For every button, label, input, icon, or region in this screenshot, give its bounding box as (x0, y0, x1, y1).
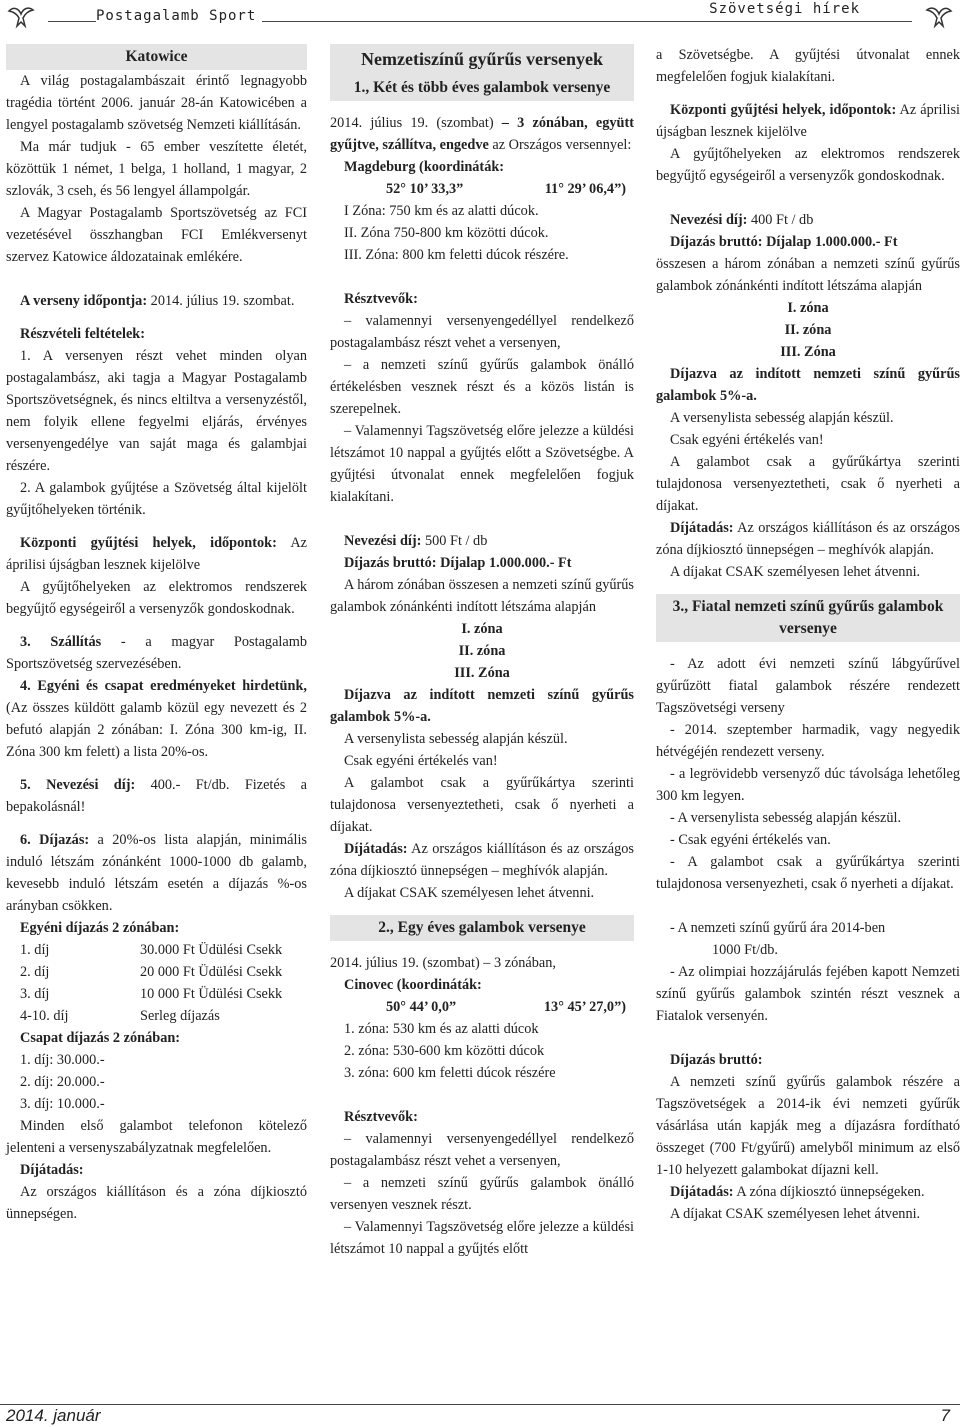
prize-zone-3-2: III. Zóna (780, 344, 836, 360)
zone-3: III. Zóna: 800 km feletti dúcok részére. (344, 247, 569, 263)
collection-points-2: Központi gyűjtési helyek, időpontok: Az áprilisi újságban lesznek kijelölve (656, 102, 960, 140)
cinovec-label: Cinovec (koordináták: (344, 977, 482, 993)
memorial-paragraph: A Magyar Postagalamb Sportszövetség az FCI vezetésével összhangban FCI Emlékversenyt szervez Katowice áldozatainak emlékére. (6, 205, 307, 265)
magdeburg-coordinates: 52° 10’ 33,3” 11° 29’ 06,4”) (386, 181, 626, 197)
victims-paragraph: Ma már tudjuk - 65 ember veszítette életét, közöttük 1 német, 1 belga, 1 holland, 1 magyar, 2 szlovák, 3 cseh, és 56 lengyel állampolgár. (6, 139, 307, 199)
column-1 (6, 44, 307, 1225)
young-7a: - A nemzeti színű gyűrű ára 2014-ben (670, 920, 886, 936)
phone-report-note: Minden első galambot telefonon kötelező jelenteni a versenyszabályzatnak megfelelően. (6, 1118, 307, 1156)
footer-rule (0, 1404, 960, 1405)
participants-2-3: – Valamennyi Tagszövetség előre jelezze a küldési létszámot 10 nappal a gyűjtés előtt (330, 1219, 634, 1257)
prize-fund: Díjazás bruttó: Díjalap 1.000.000.- Ft (344, 555, 572, 571)
race-1-title: 1., Két és több éves galambok versenye (330, 75, 634, 101)
prize-percentage-2: Díjazva az indított nemzeti színű gyűrűs galambok 5%-a. (656, 366, 960, 404)
prize-zone-1-2: I. zóna (787, 300, 829, 316)
award-ceremony-2: Díjátadás: Az országos kiállításon és az országos zóna díjkiosztó ünnepségen – meghívók alapján. (656, 520, 960, 558)
individual-prize-row (6, 939, 307, 961)
award-ceremony: Díjátadás: Az országos kiállításon és az országos zóna díjkiosztó ünnepségen – meghívók alapján. (330, 841, 634, 879)
award-ceremony-heading: Díjátadás: (20, 1162, 84, 1178)
entry-fee: Nevezési díj: 500 Ft / db (344, 533, 488, 549)
personal-collection-note: A díjakat CSAK személyesen lehet átvenni. (344, 885, 595, 901)
individual-prize-row (6, 961, 307, 983)
participants-2-1: – valamennyi versenyengedéllyel rendelkező postagalambász részt vehet a versenyen, (330, 1131, 634, 1169)
team-prize-row: 3. díj: 10.000.- (20, 1096, 105, 1112)
zone-2-3: 3. zóna: 600 km feletti dúcok részére (344, 1065, 556, 1081)
prize-percentage: Díjazva az indított nemzeti színű gyűrűs galambok 5%-a. (330, 687, 634, 725)
main-section-title: Nemzetiszínű gyűrűs versenyek (330, 44, 634, 75)
conditions-heading: Részvételi feltételek: (20, 326, 146, 342)
page-header (0, 0, 960, 36)
zone-2-1: 1. zóna: 530 km és az alatti dúcok (344, 1021, 539, 1037)
pigeon-icon (924, 2, 954, 32)
prize-place: 2. díj (20, 964, 50, 980)
individual-prize-row (6, 1005, 307, 1027)
prize-fund-2: Díjazás bruttó: Díjalap 1.000.000.- Ft (670, 234, 898, 250)
collection-electronics-2: A gyűjtőhelyeken az elektromos rendszerek begyűjtő egységeiről a versenyzők gondoskodnak. (656, 146, 960, 184)
entry-fee-section: 5. Nevezési díj: 400.- Ft/db. Fizetés a bepakolásnál! (6, 777, 307, 815)
collection-points: Központi gyűjtési helyek, időpontok: Az áprilisi újságban lesznek kijelölve (6, 535, 307, 573)
participants-2: – a nemzeti színű gyűrűs galambok önálló értékelésben vesznek részt és a közös listán is szerepelnek. (330, 357, 634, 417)
young-4: - A versenylista sebesség alapján készül. (670, 810, 902, 826)
individual-prizes-heading: Egyéni díjazás 2 zónában: (20, 920, 180, 936)
young-7b: 1000 Ft/db. (712, 942, 778, 958)
zone-2: II. Zóna 750-800 km közötti dúcok. (344, 225, 549, 241)
pigeon-icon (6, 2, 36, 32)
continued-text: a Szövetségbe. A gyűjtési útvonalat ennek megfelelően fogjuk kialakítani. (656, 47, 960, 85)
race-2-title: 2., Egy éves galambok versenye (330, 915, 634, 941)
prize-value: 30.000 Ft Üdülési Csekk (140, 942, 283, 958)
individual-only-note: Csak egyéni értékelés van! (344, 753, 498, 769)
zone-1: I Zóna: 750 km és az alatti dúcok. (344, 203, 539, 219)
column-2 (330, 44, 634, 1260)
prize-place: 3. díj (20, 986, 50, 1002)
participants-2-2: – a nemzeti színű gyűrűs galambok önálló versenyen vesznek részt. (330, 1175, 634, 1213)
prize-fund-text-2: összesen a három zónában a nemzeti színű gyűrűs galambok zónánkénti indított létszáma alapján (656, 256, 960, 294)
prize-value: Serleg díjazás (140, 1008, 220, 1024)
participants-heading: Résztvevők: (344, 291, 418, 307)
speed-list-note: A versenylista sebesség alapján készül. (344, 731, 568, 747)
young-personal-note: A díjakat CSAK személyesen lehet átvenni. (670, 1206, 921, 1222)
participants-1: – valamennyi versenyengedéllyel rendelkező postagalambász részt vehet a versenyen, (330, 313, 634, 351)
prize-zone-2-2: II. zóna (784, 322, 832, 338)
katowice-title: Katowice (6, 44, 307, 70)
results-section: 4. Egyéni és csapat eredményeket hirdetünk, (Az összes küldött galamb közül egy nevezett és 2 befutó alapján 2 zónában: I. Zóna 300 km-ig, II. Zóna 300 km felett) a lista 20%-os. (6, 678, 307, 760)
entry-fee-2: Nevezési díj: 400 Ft / db (670, 212, 814, 228)
race-1-intro: 2014. július 19. (szombat) – 3 zónában, együtt gyűjtve, szállítva, engedve az Országos versennyel: (330, 115, 635, 153)
prize-fund-text: A három zónában összesen a nemzeti színű gyűrűs galambok zónánkénti indított létszáma alapján (330, 577, 634, 615)
young-award-ceremony: Díjátadás: A zóna díjkiosztó ünnepségeken. (670, 1184, 925, 1200)
column-3 (656, 44, 960, 1225)
transport-section: 3. Szállítás - a magyar Postagalamb Sportszövetség szervezésében. (6, 634, 307, 672)
individual-prize-row (6, 983, 307, 1005)
young-1: - Az adott évi nemzeti színű lábgyűrűvel gyűrűzött fiatal galambok részére rendezett Tagszövetségi verseny (656, 656, 960, 716)
prize-value: 10 000 Ft Üdülési Csekk (140, 986, 283, 1002)
young-3: - a legrövidebb versenyző dúc távolsága lehetőleg 300 km legyen. (656, 766, 960, 804)
issue-date: 2014. január (6, 1406, 101, 1425)
owner-note: A galambot csak a gyűrűkártya szerinti tulajdonosa versenyeztetheti, csak ő nyerheti a díjakat. (330, 775, 634, 835)
cinovec-coordinates: 50° 44’ 0,0” 13° 45’ 27,0”) (386, 999, 626, 1015)
prize-place: 1. díj (20, 942, 50, 958)
race-date: A verseny időpontja: 2014. július 19. szombat. (20, 293, 295, 309)
condition-2: 2. A galambok gyűjtése a Szövetség által kijelölt gyűjtőhelyeken történik. (6, 480, 307, 518)
award-ceremony-text: Az országos kiállításon és a zóna díjkiosztó ünnepségen. (6, 1184, 307, 1222)
zone-2-2: 2. zóna: 530-600 km közötti dúcok (344, 1043, 545, 1059)
prize-zone-3: III. Zóna (454, 665, 510, 681)
race-3-title: 3., Fiatal nemzeti színű gyűrűs galambok versenye (656, 594, 960, 642)
race-2-intro: 2014. július 19. (szombat) – 3 zónában, (330, 955, 556, 971)
condition-1: 1. A versenyen részt vehet minden olyan postagalambász, aki tagja a Magyar Postagalamb Sportszövetségnek, és nincs eltiltva a versenyzéstől, nem folyik ellene fegyelmi eljárás, érvényes versenyengedélye van saját maga és galambjai részére. (6, 348, 307, 474)
young-8: - Az olimpiai hozzájárulás fejében kapott Nemzeti színű gyűrűs galambok szintén részt vesznek a Fiatalok versenyén. (656, 964, 960, 1024)
team-prizes-heading: Csapat díjazás 2 zónában: (20, 1030, 181, 1046)
individual-only-note-2: Csak egyéni értékelés van! (670, 432, 824, 448)
team-prize-row: 1. díj: 30.000.- (20, 1052, 105, 1068)
personal-collection-note-2: A díjakat CSAK személyesen lehet átvenni. (670, 564, 921, 580)
individual-prizes-list (6, 939, 307, 1027)
participants-3: – Valamennyi Tagszövetség előre jelezze a küldési létszámot 10 nappal a gyűjtés előtt a Szövetségbe. A gyűjtési útvonalat ennek megfelelően fogjuk kialakítani. (330, 423, 634, 505)
collection-electronics: A gyűjtőhelyeken az elektromos rendszerek begyűjtő egységeiről a versenyzők gondoskodnak. (6, 579, 307, 617)
owner-note-2: A galambot csak a gyűrűkártya szerinti tulajdonosa versenyeztetheti, csak ő nyerheti a díjakat. (656, 454, 960, 514)
team-prize-row: 2. díj: 20.000.- (20, 1074, 105, 1090)
young-5: - Csak egyéni értékelés van. (670, 832, 831, 848)
speed-list-note-2: A versenylista sebesség alapján készül. (670, 410, 894, 426)
intro-paragraph: A világ postagalambászait érintő legnagyobb tragédia történt 2006. január 28-án Katowicében a lengyel postagalamb szövetség Nemzeti kiállításán. (6, 73, 307, 133)
prize-place: 4-10. díj (20, 1008, 69, 1024)
participants-2-heading: Résztvevők: (344, 1109, 418, 1125)
young-prizes-heading: Díjazás bruttó: (670, 1052, 763, 1068)
team-prizes-list (6, 1049, 307, 1115)
prize-zone-1: I. zóna (461, 621, 503, 637)
header-magazine-title: Postagalamb Sport (96, 8, 262, 24)
prize-value: 20 000 Ft Üdülési Csekk (140, 964, 283, 980)
young-prizes-text: A nemzeti színű gyűrűs galambok részére a Tagszövetségek a 2014-ik évi nemzeti gyűrűk vásárlása után kapják meg a díjazásra fordítható összeget (700 Ft/gyűrű) amelyből minimum az első 1-10 helyezett galambokat díjazni kell. (656, 1074, 960, 1178)
young-6: - A galambot csak a gyűrűkártya szerinti tulajdonosa versenyezheti, csak ő nyerheti a díjakat. (656, 854, 960, 892)
prize-zone-2: II. zóna (458, 643, 506, 659)
young-2: - 2014. szeptember harmadik, vagy negyedik hétvégéjén rendezett verseny. (656, 722, 960, 760)
page-number: 7 (940, 1406, 950, 1425)
page-footer (0, 1404, 960, 1427)
magdeburg-label: Magdeburg (koordináták: (344, 159, 505, 175)
prizes-section: 6. Díjazás: a 20%-os lista alapján, minimális induló létszám zónánként 1000-1000 db galamb, kevesebb induló létszám esetén a díjazás %-os arányban csökken. (6, 832, 307, 914)
header-section-title: Szövetségi hírek (703, 1, 860, 17)
